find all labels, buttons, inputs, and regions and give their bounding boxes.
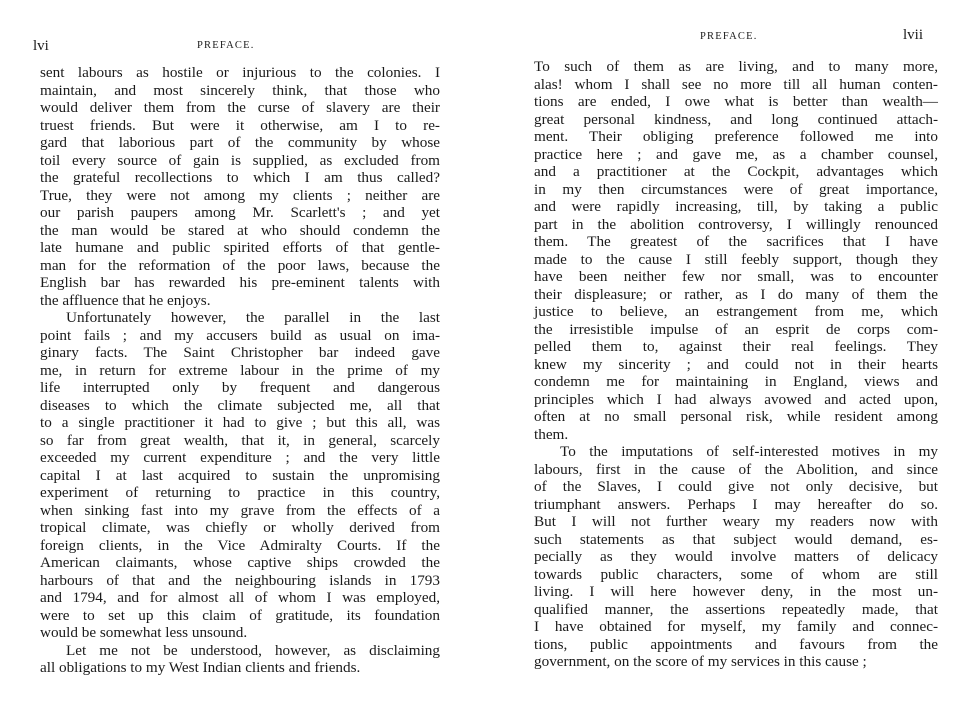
text-line: the grateful recollections to which I am thus called? <box>40 169 440 186</box>
text-line: tions, public appointments and favours from the <box>534 635 938 653</box>
text-line: their displeasure; or rather, as I do many of them the <box>534 285 938 303</box>
text-line: I have obtained for myself, my family and connec- <box>534 618 938 635</box>
text-line: them. <box>534 425 569 443</box>
text-line: condemn me for maintaining in England, views and <box>534 373 938 390</box>
text-line: life interrupted only by frequent and dangerous <box>40 379 440 396</box>
text-line: of the Slaves, I could give not only decisive, but <box>534 478 938 495</box>
text-line: part in the abolition controversy, I willingly renounced <box>534 215 938 233</box>
text-line: and 1794, and for almost all of whom I was employed, <box>40 589 440 606</box>
text-line: True, they were not among my clients ; neither are <box>40 186 440 204</box>
text-line: tions are ended, I owe what is better than wealth— <box>534 93 938 110</box>
text-line: Let me not be understood, however, as disclaiming <box>66 641 440 659</box>
text-line: government, on the score of my services in this cause ; <box>534 653 867 670</box>
text-line: ment. Their obliging preference followed me into <box>534 128 938 145</box>
text-line: tropical climate, was chiefly or wholly derived from <box>40 519 440 536</box>
text-line: toil every source of gain is supplied, as excluded from <box>40 151 440 169</box>
text-line: To such of them as are living, and to many more, <box>534 58 938 75</box>
text-line: made to the cause I still feebly support, though they <box>534 250 938 268</box>
text-line: the affluence that he enjoys. <box>40 291 211 309</box>
text-line: the man would be stared at who should condemn the <box>40 221 440 239</box>
text-line: knew my sincerity ; and could not in their hearts <box>534 355 938 373</box>
text-line: often at no small personal risk, while resident among <box>534 408 938 425</box>
text-line: harbours of that and the neighbouring islands in 1793 <box>40 571 440 589</box>
text-line: alas! whom I shall see no more till all human conten- <box>534 75 938 93</box>
text-line: English bar has rewarded his pre-eminent talents with <box>40 274 440 291</box>
text-line: experiment of returning to practice in this country, <box>40 484 440 501</box>
left-page-number: lvi <box>33 38 49 54</box>
text-line: foreign clients, in the Vice Admiralty Courts. If the <box>40 536 440 554</box>
text-line: in my then circumstances were of great importance, <box>534 180 938 198</box>
text-line: so far from great wealth, that it, in general, scarcely <box>40 431 440 449</box>
left-text-column <box>40 64 440 677</box>
text-line: To the imputations of self-interested motives in my <box>560 443 938 460</box>
text-line: point fails ; and my accusers build as usual on ima- <box>40 326 440 344</box>
right-running-head: PREFACE. <box>700 31 758 42</box>
text-line: great personal kindness, and long continued attach- <box>534 110 938 128</box>
text-line: gard that laborious part of the community by whose <box>40 134 440 151</box>
text-line: and were rapidly increasing, till, by taking a public <box>534 198 938 215</box>
text-line: Unfortunately however, the parallel in the last <box>66 309 440 326</box>
text-line: would deliver them from the curse of slavery are their <box>40 99 440 116</box>
text-line: man for the reformation of the poor laws, because the <box>40 256 440 274</box>
text-line: late humane and public spirited efforts of that gentle- <box>40 239 440 256</box>
text-line: sent labours as hostile or injurious to the colonies. I <box>40 64 440 81</box>
text-line: to a single practitioner it had to give ; but this all, was <box>40 414 440 431</box>
text-line: living. I will here however deny, in the most un- <box>534 583 938 600</box>
text-line: practice here ; and gave me, as a chamber counsel, <box>534 145 938 163</box>
text-line: and a practitioner at the Cockpit, advantages which <box>534 163 938 180</box>
text-line: justice to believe, an estrangement from me, which <box>534 303 938 320</box>
right-page-number: lvii <box>903 27 924 43</box>
text-line: were to set up this claim of gratitude, its foundation <box>40 606 440 624</box>
text-line: me, in return for extreme labour in the prime of my <box>40 361 440 379</box>
text-line: labours, first in the cause of the Abolition, and since <box>534 460 938 478</box>
text-line: ginary facts. The Saint Christopher bar indeed gave <box>40 344 440 361</box>
right-page <box>490 0 980 715</box>
text-line: have been neither few nor small, was to encounter <box>534 268 938 285</box>
text-line: maintain, and most sincerely think, that those who <box>40 81 440 99</box>
text-line: truest friends. But were it otherwise, am I to re- <box>40 116 440 134</box>
text-line: towards public characters, some of whom are still <box>534 565 938 583</box>
text-line: our parish paupers among Mr. Scarlett's ; and yet <box>40 204 440 221</box>
text-line: when sinking fast into my grave from the effects of a <box>40 501 440 519</box>
text-line: pecially as they would involve matters of delicacy <box>534 548 938 565</box>
text-line: principles which I had always avowed and acted upon, <box>534 390 938 408</box>
text-line: all obligations to my West Indian clients and friends. <box>40 659 361 676</box>
text-line: exceeded my current expenditure ; and the very little <box>40 449 440 466</box>
text-line: diseases to which the climate subjected me, all that <box>40 396 440 414</box>
text-line: qualified manner, the assertions repeatedly made, that <box>534 600 938 618</box>
text-line: But I will not further weary my readers now with <box>534 513 938 530</box>
text-line: American claimants, whose captive ships crowded the <box>40 554 440 571</box>
right-text-column <box>534 58 938 671</box>
left-running-head: PREFACE. <box>197 40 255 51</box>
text-line: capital I at last acquired to sustain the unpromising <box>40 466 440 484</box>
text-line: the irresistible impulse of an esprit de corps com- <box>534 320 938 338</box>
text-line: would be somewhat less unsound. <box>40 624 248 641</box>
text-line: pelled them to, against their real feelings. They <box>534 338 938 355</box>
text-line: triumphant answers. Perhaps I may hereafter do so. <box>534 495 938 513</box>
text-line: such statements as that subject would demand, es- <box>534 530 938 548</box>
text-line: them. The greatest of the sacrifices that I have <box>534 233 938 250</box>
